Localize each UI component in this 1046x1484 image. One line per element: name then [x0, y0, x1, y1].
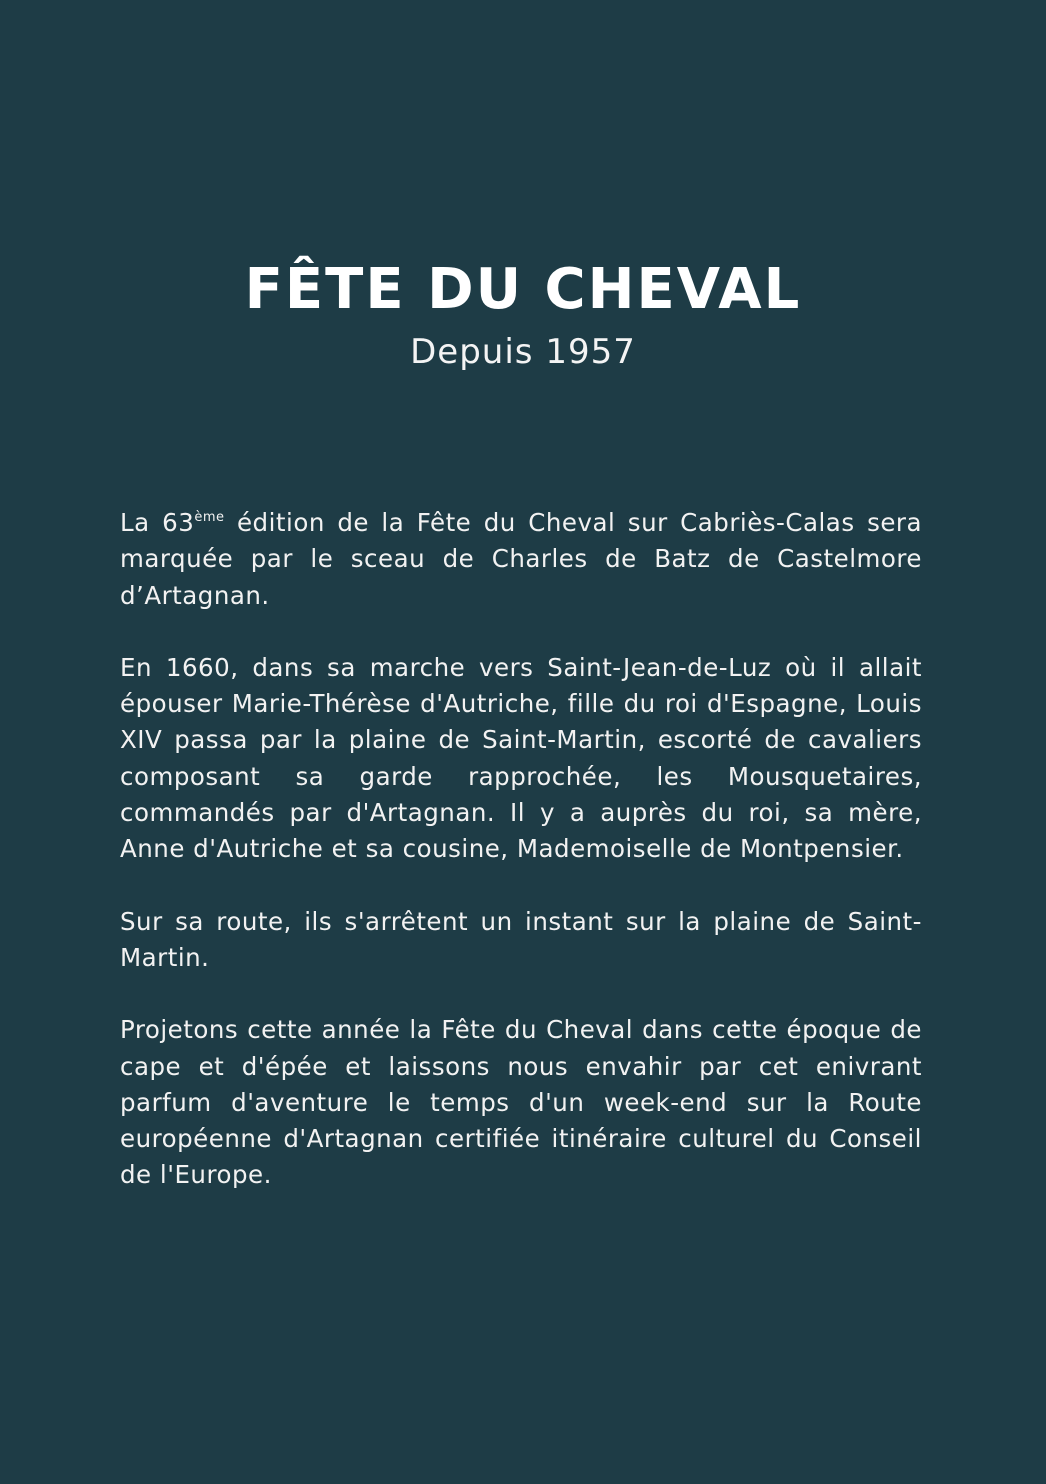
paragraph-1	[120, 505, 922, 614]
page-subtitle: Depuis 1957	[410, 332, 636, 372]
paragraph-1-superscript: ème	[194, 510, 225, 525]
paragraph-3: Sur sa route, ils s'arrêtent un instant sur la plaine de Saint-Martin.	[120, 906, 922, 972]
paragraph-1-rest: édition de la Fête du Cheval sur Cabriès-Calas sera marquée par le sceau de Charles de Batz de Castelmore d’Artagnan.	[120, 508, 922, 610]
header	[0, 256, 1046, 374]
page-title: FÊTE DU CHEVAL	[244, 257, 802, 322]
paragraph-2: En 1660, dans sa marche vers Saint-Jean-de-Luz où il allait épouser Marie-Thérèse d'Autriche, fille du roi d'Espagne, Louis XIV passa par la plaine de Saint-Martin, escorté de cavaliers composant sa garde rapprochée, les Mousquetaires, commandés par d'Artagnan. Il y a auprès du roi, sa mère, Anne d'Autriche et sa cousine, Mademoiselle de Montpensier.	[120, 652, 922, 864]
body-text	[120, 505, 922, 1230]
paragraph-1-prefix: La 63	[120, 508, 195, 537]
paragraph-4: Projetons cette année la Fête du Cheval dans cette époque de cape et d'épée et laissons nous envahir par cet enivrant parfum d'aventure le temps d'un week-end sur la Route européenne d'Artagnan certifiée itinéraire culturel du Conseil de l'Europe.	[120, 1015, 922, 1190]
